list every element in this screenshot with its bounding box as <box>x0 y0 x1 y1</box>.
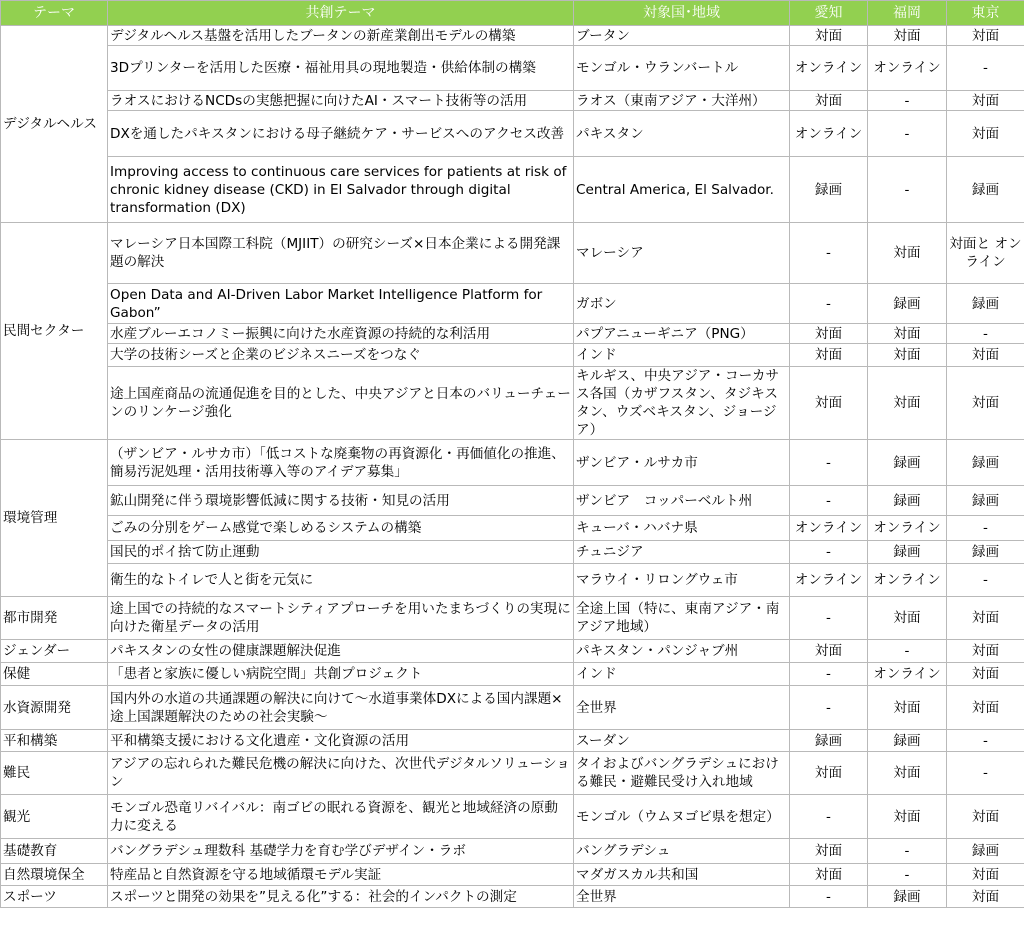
theme-cell: 水資源開発 <box>1 686 108 730</box>
aichi-cell: 対面 <box>790 839 868 864</box>
header-tokyo: 東京 <box>947 1 1024 26</box>
aichi-cell: - <box>790 440 868 486</box>
fukuoka-cell: 対面 <box>868 795 947 839</box>
fukuoka-cell: 録画 <box>868 440 947 486</box>
topic-cell: Improving access to continuous care services for patients at risk of chronic kidney disease (CKD) in El Salvador through digital transformation (DX) <box>108 157 574 223</box>
theme-cell: スポーツ <box>1 886 108 908</box>
header-fukuoka: 福岡 <box>868 1 947 26</box>
tokyo-cell: - <box>947 564 1024 597</box>
aichi-cell: - <box>790 541 868 564</box>
fukuoka-cell: 対面 <box>868 597 947 640</box>
aichi-cell: 対面 <box>790 26 868 46</box>
table-row <box>1 795 1024 839</box>
country-cell: マダガスカル共和国 <box>574 864 790 886</box>
tokyo-cell: 対面 <box>947 864 1024 886</box>
table-row <box>1 486 1024 516</box>
theme-cell: 都市開発 <box>1 597 108 640</box>
header-row <box>1 1 1024 26</box>
table-row <box>1 564 1024 597</box>
country-cell: モンゴル・ウランバートル <box>574 46 790 91</box>
tokyo-cell: 対面 <box>947 795 1024 839</box>
theme-cell: 基礎教育 <box>1 839 108 864</box>
topic-cell: 水産ブルーエコノミー振興に向けた水産資源の持続的な利活用 <box>108 324 574 344</box>
theme-cell: 保健 <box>1 663 108 686</box>
country-cell: Central America, El Salvador. <box>574 157 790 223</box>
fukuoka-cell: - <box>868 640 947 663</box>
table-row <box>1 157 1024 223</box>
table-row <box>1 440 1024 486</box>
topic-cell: マレーシア日本国際工科院（MJIIT）の研究シーズ×日本企業による開発課題の解決 <box>108 223 574 284</box>
country-cell: 全世界 <box>574 886 790 908</box>
table-row <box>1 26 1024 46</box>
topic-cell: デジタルヘルス基盤を活用したブータンの新産業創出モデルの構築 <box>108 26 574 46</box>
country-cell: モンゴル（ウムヌゴビ県を想定） <box>574 795 790 839</box>
tokyo-cell: 録画 <box>947 486 1024 516</box>
table-row <box>1 223 1024 284</box>
aichi-cell: - <box>790 663 868 686</box>
aichi-cell: オンライン <box>790 564 868 597</box>
fukuoka-cell: 録画 <box>868 730 947 752</box>
table-row <box>1 367 1024 440</box>
fukuoka-cell: 録画 <box>868 284 947 324</box>
fukuoka-cell: 対面 <box>868 686 947 730</box>
header-country: 対象国･地域 <box>574 1 790 26</box>
aichi-cell: - <box>790 223 868 284</box>
fukuoka-cell: 録画 <box>868 886 947 908</box>
tokyo-cell: 対面 <box>947 344 1024 367</box>
table-row <box>1 663 1024 686</box>
country-cell: 全途上国（特に、東南アジア・南アジア地域） <box>574 597 790 640</box>
table-row <box>1 686 1024 730</box>
fukuoka-cell: オンライン <box>868 663 947 686</box>
table-row <box>1 597 1024 640</box>
country-cell: 全世界 <box>574 686 790 730</box>
table-row <box>1 324 1024 344</box>
aichi-cell: - <box>790 686 868 730</box>
aichi-cell: 録画 <box>790 730 868 752</box>
topic-cell: アジアの忘れられた難民危機の解決に向けた、次世代デジタルソリューション <box>108 752 574 795</box>
tokyo-cell: 録画 <box>947 839 1024 864</box>
fukuoka-cell: 録画 <box>868 541 947 564</box>
theme-cell: 民間セクター <box>1 223 108 440</box>
theme-cell: 自然環境保全 <box>1 864 108 886</box>
aichi-cell: 対面 <box>790 864 868 886</box>
topic-cell: 大学の技術シーズと企業のビジネスニーズをつなぐ <box>108 344 574 367</box>
topic-cell: Open Data and AI-Driven Labor Market Intelligence Platform for Gabon” <box>108 284 574 324</box>
aichi-cell: 対面 <box>790 91 868 111</box>
topic-cell: 特産品と自然資源を守る地域循環モデル実証 <box>108 864 574 886</box>
country-cell: キューバ・ハバナ県 <box>574 516 790 541</box>
aichi-cell: - <box>790 886 868 908</box>
tokyo-cell: - <box>947 46 1024 91</box>
table-row <box>1 839 1024 864</box>
fukuoka-cell: - <box>868 839 947 864</box>
aichi-cell: - <box>790 597 868 640</box>
aichi-cell: 対面 <box>790 640 868 663</box>
header-aichi: 愛知 <box>790 1 868 26</box>
topic-cell: 鉱山開発に伴う環境影響低減に関する技術・知見の活用 <box>108 486 574 516</box>
country-cell: インド <box>574 663 790 686</box>
table-row <box>1 91 1024 111</box>
theme-cell: 観光 <box>1 795 108 839</box>
fukuoka-cell: 対面 <box>868 223 947 284</box>
country-cell: チュニジア <box>574 541 790 564</box>
table-row <box>1 284 1024 324</box>
topic-cell: ラオスにおけるNCDsの実態把握に向けたAI・スマート技術等の活用 <box>108 91 574 111</box>
topic-cell: 途上国産商品の流通促進を目的とした、中央アジアと日本のバリューチェーンのリンケージ強化 <box>108 367 574 440</box>
aichi-cell: - <box>790 284 868 324</box>
country-cell: タイおよびバングラデシュにおける難民・避難民受け入れ地域 <box>574 752 790 795</box>
country-cell: ブータン <box>574 26 790 46</box>
country-cell: パプアニューギニア（PNG） <box>574 324 790 344</box>
topic-cell: （ザンビア・ルサカ市）「低コストな廃棄物の再資源化・再価値化の推進、簡易汚泥処理・活用技術導入等のアイデア募集」 <box>108 440 574 486</box>
tokyo-cell: 対面 <box>947 686 1024 730</box>
header-theme: テーマ <box>1 1 108 26</box>
fukuoka-cell: 録画 <box>868 486 947 516</box>
tokyo-cell: 対面 <box>947 367 1024 440</box>
table-row <box>1 541 1024 564</box>
theme-cell: 平和構築 <box>1 730 108 752</box>
fukuoka-cell: 対面 <box>868 367 947 440</box>
fukuoka-cell: オンライン <box>868 564 947 597</box>
aichi-cell: オンライン <box>790 46 868 91</box>
theme-cell: デジタルヘルス <box>1 26 108 223</box>
country-cell: マラウイ・リロングウェ市 <box>574 564 790 597</box>
topic-cell: 3Dプリンターを活用した医療・福祉用具の現地製造・供給体制の構築 <box>108 46 574 91</box>
table-row <box>1 752 1024 795</box>
topic-cell: バングラデシュ理数科 基礎学力を育む学びデザイン・ラボ <box>108 839 574 864</box>
tokyo-cell: 録画 <box>947 440 1024 486</box>
tokyo-cell: 対面 <box>947 640 1024 663</box>
topic-cell: 平和構築支援における文化遺産・文化資源の活用 <box>108 730 574 752</box>
topic-cell: 途上国での持続的なスマートシティアプローチを用いたまちづくりの実現に向けた衛星データの活用 <box>108 597 574 640</box>
topic-cell: 国民的ポイ捨て防止運動 <box>108 541 574 564</box>
tokyo-cell: - <box>947 730 1024 752</box>
table-row <box>1 46 1024 91</box>
topic-cell: モンゴル恐竜リバイバル：南ゴビの眠れる資源を、観光と地域経済の原動力に変える <box>108 795 574 839</box>
country-cell: キルギス、中央アジア・コーカサス各国（カザフスタン、タジキスタン、ウズベキスタン、ジョージア） <box>574 367 790 440</box>
country-cell: ザンビア・ルサカ市 <box>574 440 790 486</box>
table-row <box>1 344 1024 367</box>
country-cell: ザンビア コッパーベルト州 <box>574 486 790 516</box>
fukuoka-cell: - <box>868 111 947 157</box>
aichi-cell: 対面 <box>790 752 868 795</box>
tokyo-cell: 対面 <box>947 26 1024 46</box>
country-cell: パキスタン <box>574 111 790 157</box>
aichi-cell: オンライン <box>790 111 868 157</box>
tokyo-cell: 対面 <box>947 111 1024 157</box>
tokyo-cell: 対面と オンライン <box>947 223 1024 284</box>
aichi-cell: オンライン <box>790 516 868 541</box>
aichi-cell: 対面 <box>790 367 868 440</box>
tokyo-cell: - <box>947 324 1024 344</box>
fukuoka-cell: - <box>868 91 947 111</box>
tokyo-cell: 対面 <box>947 597 1024 640</box>
tokyo-cell: 対面 <box>947 663 1024 686</box>
theme-cell: ジェンダー <box>1 640 108 663</box>
country-cell: ガボン <box>574 284 790 324</box>
tokyo-cell: 録画 <box>947 541 1024 564</box>
country-cell: ラオス（東南アジア・大洋州） <box>574 91 790 111</box>
table-row <box>1 864 1024 886</box>
aichi-cell: - <box>790 795 868 839</box>
aichi-cell: - <box>790 486 868 516</box>
theme-cell: 環境管理 <box>1 440 108 597</box>
tokyo-cell: 対面 <box>947 886 1024 908</box>
tokyo-cell: - <box>947 752 1024 795</box>
tokyo-cell: 録画 <box>947 284 1024 324</box>
fukuoka-cell: 対面 <box>868 344 947 367</box>
topic-cell: 国内外の水道の共通課題の解決に向けて～水道事業体DXによる国内課題×途上国課題解決のための社会実験～ <box>108 686 574 730</box>
tokyo-cell: - <box>947 516 1024 541</box>
country-cell: パキスタン・パンジャブ州 <box>574 640 790 663</box>
fukuoka-cell: - <box>868 864 947 886</box>
aichi-cell: 対面 <box>790 324 868 344</box>
fukuoka-cell: 対面 <box>868 752 947 795</box>
country-cell: マレーシア <box>574 223 790 284</box>
topic-cell: ごみの分別をゲーム感覚で楽しめるシステムの構築 <box>108 516 574 541</box>
table-row <box>1 886 1024 908</box>
aichi-cell: 録画 <box>790 157 868 223</box>
country-cell: スーダン <box>574 730 790 752</box>
topic-cell: 衛生的なトイレで人と街を元気に <box>108 564 574 597</box>
fukuoka-cell: - <box>868 157 947 223</box>
table-row <box>1 730 1024 752</box>
fukuoka-cell: オンライン <box>868 516 947 541</box>
topic-cell: パキスタンの女性の健康課題解決促進 <box>108 640 574 663</box>
topic-cell: 「患者と家族に優しい病院空間」共創プロジェクト <box>108 663 574 686</box>
theme-cell: 難民 <box>1 752 108 795</box>
header-topic: 共創テーマ <box>108 1 574 26</box>
fukuoka-cell: 対面 <box>868 26 947 46</box>
country-cell: インド <box>574 344 790 367</box>
table-row <box>1 516 1024 541</box>
fukuoka-cell: オンライン <box>868 46 947 91</box>
topic-cell: DXを通したパキスタンにおける母子継続ケア・サービスへのアクセス改善 <box>108 111 574 157</box>
country-cell: バングラデシュ <box>574 839 790 864</box>
tokyo-cell: 対面 <box>947 91 1024 111</box>
aichi-cell: 対面 <box>790 344 868 367</box>
tokyo-cell: 録画 <box>947 157 1024 223</box>
fukuoka-cell: 対面 <box>868 324 947 344</box>
table-row <box>1 640 1024 663</box>
table-body <box>1 26 1024 908</box>
table-row <box>1 111 1024 157</box>
topic-cell: スポーツと開発の効果を”見える化”する：社会的インパクトの測定 <box>108 886 574 908</box>
